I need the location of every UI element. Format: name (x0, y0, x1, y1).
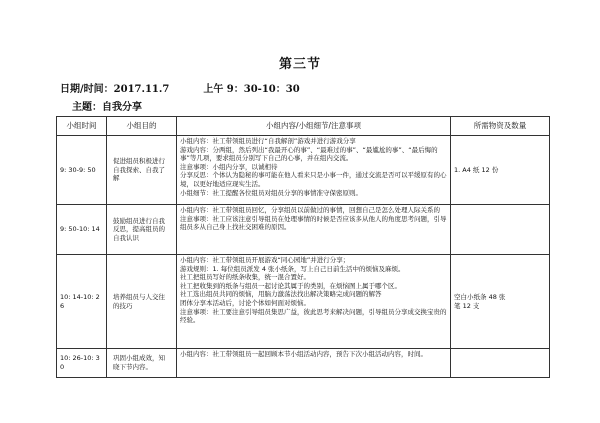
table-header-row (57, 117, 550, 136)
table-row (57, 205, 550, 255)
table-row (57, 349, 550, 378)
session-plan-table (56, 116, 550, 378)
theme-value: 自我分享 (102, 102, 142, 113)
header-content: 小组内容/小组细节/注意事项 (177, 117, 451, 136)
row-materials (451, 349, 550, 378)
content-line: 注意事项：社工要注意引导组员集思广益，彼此思考来解决问题，引导组员分享成交换宝贵的经验。 (180, 307, 447, 325)
content-line: 游戏内容：分两组，然后列出“我最开心的事”、“最难过的事”、“最尴尬的事”、“最后悔的事”等几项，要求组员分别写下自己的心事，并在组内交流。 (180, 145, 438, 163)
content-line: 社工选出组员共同的烦恼，用脑力激荡法找出解决策略完成问题的解答 (180, 290, 382, 299)
date-value: 2017.11.7 (113, 84, 170, 95)
row-content (177, 205, 451, 255)
content-line: 游戏规则：1. 每位组员派发 4 张小纸条，写上自己日前生活中的烦恼及麻烦。 (180, 264, 405, 273)
content-line: 小组内容：社工带领组员一起回顾本节小组活动内容，预告下次小组活动内容，时间。 (180, 350, 427, 358)
row-goal: 鼓励组员进行自我反思，提高组员的自我认识 (107, 205, 177, 255)
content-line: 分享反思：个体认为隐秘的事可能在他人看来只是小事一件，通过交流是否可以平缓原有的心境，以更好地适应现实生活。 (180, 171, 447, 188)
header-materials: 所需物资及数量 (451, 117, 550, 136)
table-row (57, 136, 550, 205)
time-range: 上午 9：30-10：30 (203, 84, 300, 95)
row-goal: 培养组员与人交往的技巧 (107, 255, 177, 349)
theme-line (72, 98, 142, 113)
header-goal: 小组目的 (107, 117, 177, 136)
row-time: 10: 14-10: 26 (57, 255, 107, 349)
row-goal: 巩固小组成效，知晓下节内容。 (107, 349, 177, 378)
content-line: 社工把组员写好的纸条收集，统一混合置好。 (180, 273, 310, 282)
header-time: 小组时间 (57, 117, 107, 136)
row-time: 10: 26-10: 30 (57, 349, 107, 378)
content-line: 社工把收集到的纸条与组员一起讨论其属于的类别，在烦恼图上属于哪个区。 (180, 281, 401, 290)
content-line: 小组内容：社工带领组员开展游戏“同心园地”并进行分享； (180, 256, 350, 264)
table-row (57, 255, 550, 349)
content-line: 小组内容：社工带领组员进行“自我解剖”游戏并进行游戏分享 (180, 137, 356, 145)
row-goal: 促进组员积极进行自我探索、自我了解 (107, 136, 177, 205)
row-materials: 1. A4 纸 12 份 (451, 136, 550, 205)
content-line: 团体分享本活动后，讨论个体如何面对烦恼。 (180, 298, 310, 307)
date-label: 日期/时间： (60, 84, 114, 95)
content-line: 注意事项：社工应该注意引导组员在处理事情的时候是否应该多从他人的角度思考问题，引导组员多从自己身上找社交困难的原因。 (180, 214, 447, 232)
date-time-line (60, 80, 300, 95)
row-content (177, 255, 451, 349)
row-time: 9: 30-9: 50 (57, 136, 107, 205)
row-materials (451, 205, 550, 255)
row-content (177, 136, 451, 205)
page-title: 第三节 (278, 57, 321, 72)
content-line: 小组细节：社工提醒各位组员对组员分享的事情准守保密原则。 (180, 188, 362, 197)
row-content (177, 349, 451, 378)
content-line: 小组内容：社工带领组员回忆，分享组员以前做过的事情，回想自己是怎么处理人际关系的 (180, 206, 440, 214)
row-materials: 空白小纸条 48 张 笔 12 支 (451, 255, 550, 349)
row-time: 9: 50-10: 14 (57, 205, 107, 255)
content-line: 注意事项：小组内分享，以诚相待 (180, 162, 278, 171)
theme-label: 主题： (72, 102, 102, 113)
